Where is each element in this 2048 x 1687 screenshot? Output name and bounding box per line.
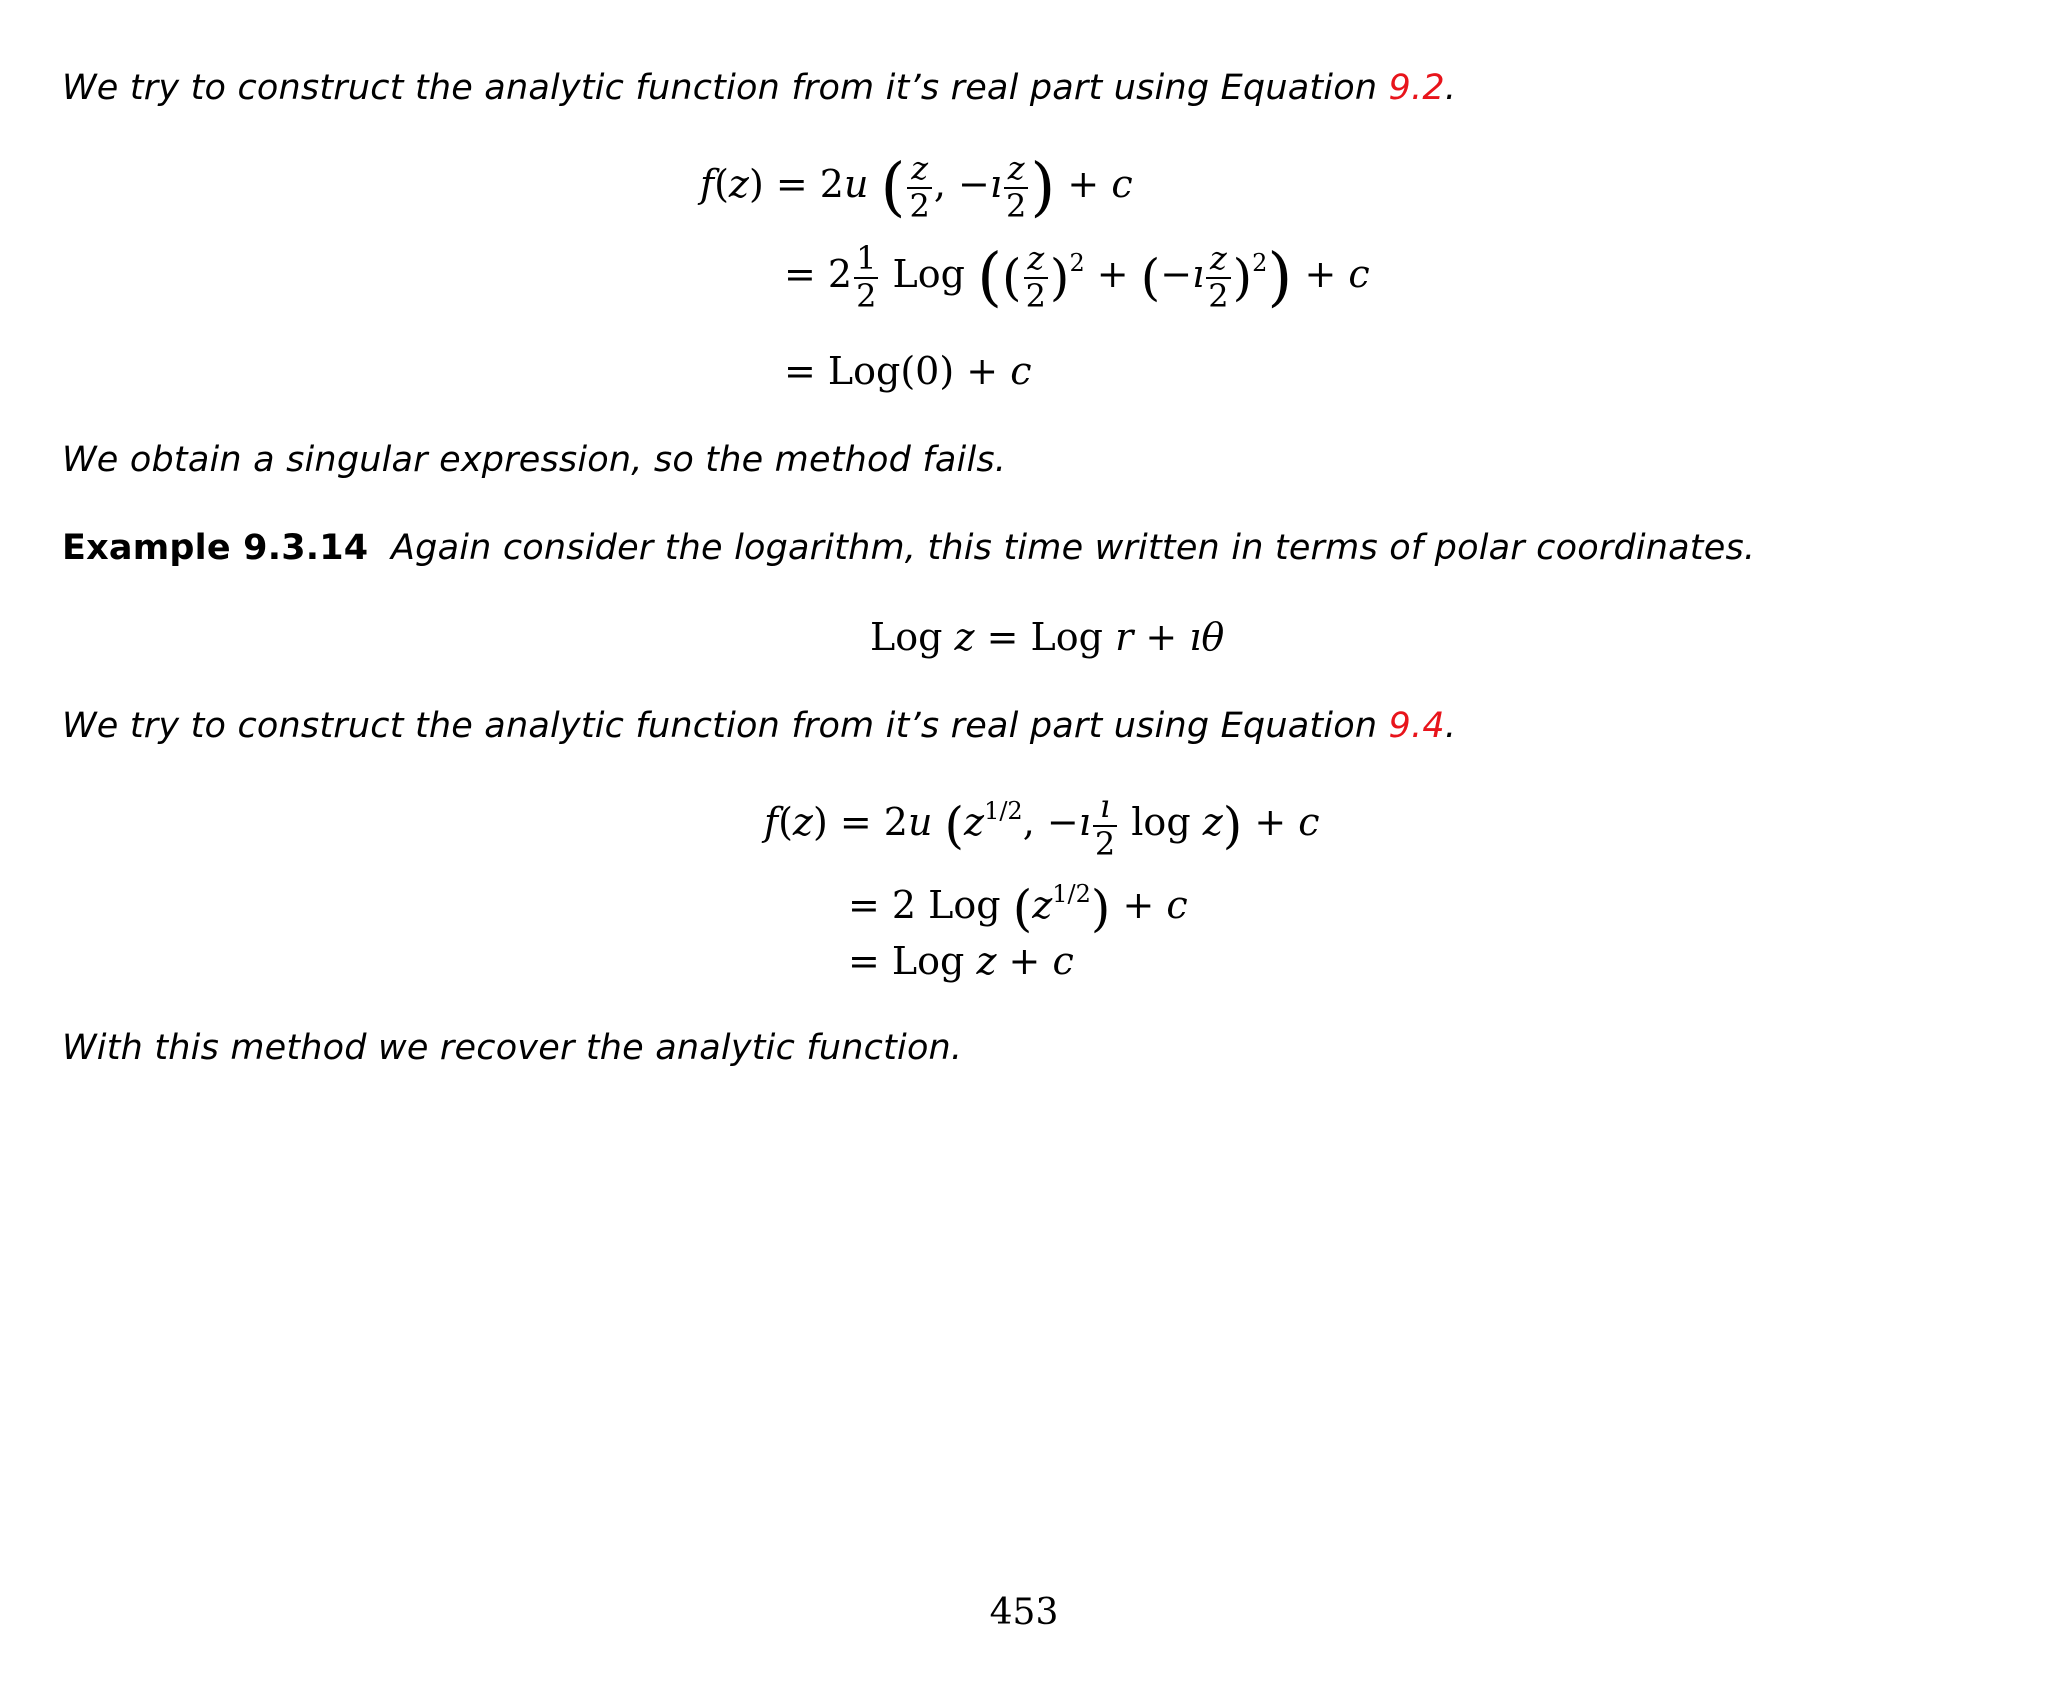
paragraph-construct-9-4 <box>62 706 1456 746</box>
example-paragraph <box>62 528 1755 568</box>
equation-reference-link[interactable]: 9.4 <box>1388 706 1445 746</box>
equation-reference-link[interactable]: 9.2 <box>1388 68 1445 108</box>
equation-2-line-2: = 2 Log $(z^{1/2}) + c$ <box>848 879 1188 938</box>
equation-log-polar: Log z = Log r + ıθ <box>870 615 1225 659</box>
paragraph-text: With this method we recover the analytic function. <box>62 1028 963 1068</box>
page-number: 453 <box>989 1592 1059 1633</box>
example-label: Example 9.3.14 <box>62 528 369 568</box>
paragraph-construct-9-2 <box>62 68 1456 108</box>
equation-2-line-3: = Log z + c <box>848 939 1074 983</box>
example-text: Again consider the logarithm, this time written in terms of polar coordinates. <box>391 528 1756 568</box>
paragraph-end: . <box>1444 706 1457 746</box>
paragraph-singular <box>62 440 1006 480</box>
paragraph-text: We try to construct the analytic function from it’s real part using Equation <box>62 706 1389 746</box>
equation-1-line-2: = 2 $\frac{1}{2}$ Log (( $\frac{z}{2}$ )$^2$ + (−ı $\frac{z}{2}$ )$^2$) + c <box>784 239 1370 315</box>
equation-1-line-3: = Log(0) + c <box>784 349 1032 393</box>
equation-1-line-1: f(z) = 2u ( $\frac{z}{2}$ , −ı $\frac{z}{2}$ ) + c <box>700 149 1133 225</box>
paragraph-end: . <box>1444 68 1457 108</box>
paragraph-text: We obtain a singular expression, so the method fails. <box>62 440 1007 480</box>
paragraph-text: We try to construct the analytic function from it’s real part using Equation <box>62 68 1389 108</box>
paragraph-recover <box>62 1028 962 1068</box>
equation-2-line-1: f(z) = 2u ($z^{1/2}$, −ı $\frac{ı}{2}$ log z) + c <box>764 787 1320 863</box>
